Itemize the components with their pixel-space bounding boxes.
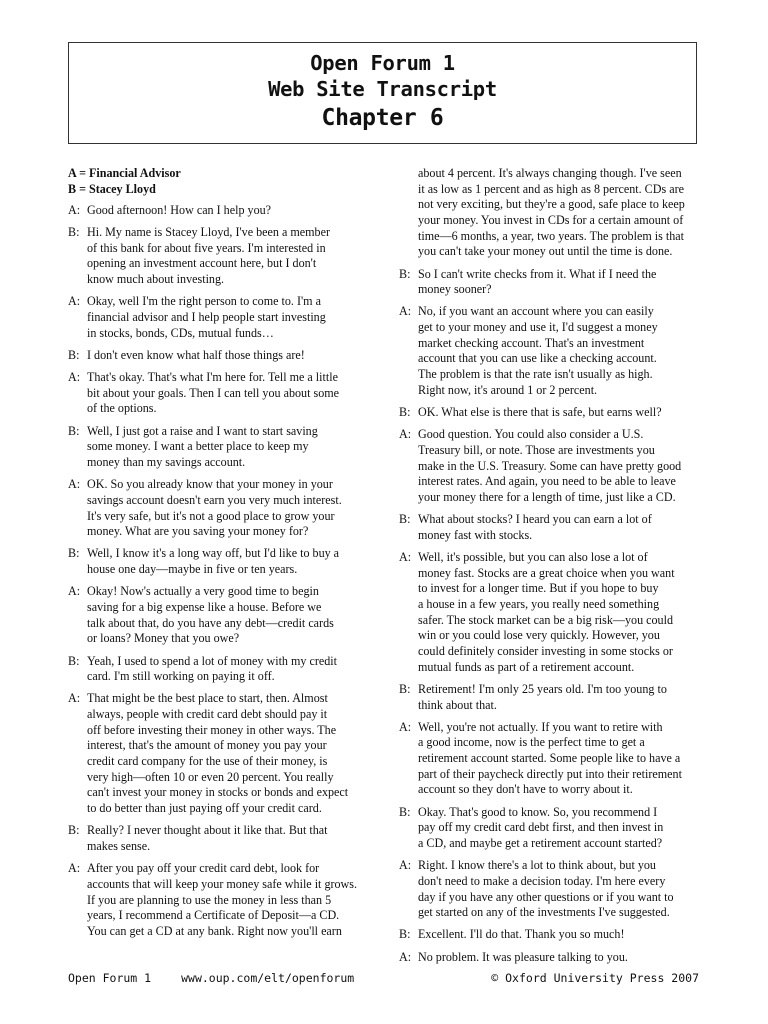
dialogue-turn bbox=[399, 304, 699, 398]
dialogue-line: market checking account. That's an investment bbox=[418, 335, 645, 350]
speaker-label: A: bbox=[399, 949, 412, 964]
speaker-label: A: bbox=[68, 477, 81, 492]
speaker-label: A: bbox=[399, 304, 412, 319]
speaker-label: B: bbox=[68, 423, 80, 438]
dialogue-line: in stocks, bonds, CDs, mutual funds… bbox=[87, 325, 274, 340]
speaker-label: A: bbox=[68, 584, 81, 599]
dialogue-line: OK. What else is there that is safe, but earns well? bbox=[418, 404, 662, 419]
dialogue-line: accounts that will keep your money safe while it grows. bbox=[87, 876, 358, 891]
speaker-label: A: bbox=[399, 719, 412, 734]
dialogue-line: get to your money and use it, I'd suggest a money bbox=[418, 320, 658, 335]
dialogue-line: retirement account started. Some people like to have a bbox=[418, 751, 681, 766]
dialogue-line: money sooner? bbox=[418, 282, 492, 297]
speaker-label: A: bbox=[399, 550, 412, 564]
footer-left bbox=[68, 971, 354, 985]
left-column bbox=[68, 166, 374, 946]
footer-book: Open Forum 1 bbox=[68, 971, 152, 985]
dialogue-line: can't invest your money in stocks or bonds and expect bbox=[87, 785, 349, 800]
dialogue-line: a CD, and maybe get a retirement account started? bbox=[418, 835, 663, 850]
dialogue-turn bbox=[399, 927, 699, 943]
dialogue-line: a house in a few years, you really need something bbox=[418, 596, 660, 611]
dialogue-line: money fast with stocks. bbox=[418, 527, 533, 542]
dialogue-line: safer. The stock market can be a big risk—you could bbox=[418, 612, 674, 627]
dialogue-line: money than my savings account. bbox=[87, 454, 246, 469]
dialogue-line: I don't even know what half those things are! bbox=[87, 347, 305, 362]
dialogue-line: That might be the best place to start, then. Almost bbox=[87, 691, 328, 706]
dialogue-line: not very exciting, but they're a good, safe place to keep bbox=[418, 197, 685, 212]
speaker-label: B: bbox=[68, 653, 80, 668]
dialogue-line: money. What are you saving your money for? bbox=[87, 524, 309, 539]
document-subtitle: Web Site Transcript bbox=[268, 77, 497, 101]
dialogue-line: get started on any of the investments I've suggested. bbox=[418, 905, 670, 920]
dialogue-line: account so they don't have to worry about it. bbox=[418, 782, 633, 797]
dialogue-line: to do better than just paying off your credit card. bbox=[87, 801, 322, 816]
dialogue-line: your money. You invest in CDs for a certain amount of bbox=[418, 212, 684, 227]
footer-url[interactable]: www.oup.com/elt/openforum bbox=[181, 971, 355, 985]
speaker-label: A: bbox=[68, 294, 81, 309]
dialogue-line: You can get a CD at any bank. Right now you'll earn bbox=[87, 923, 342, 938]
dialogue-line: Treasury bill, or note. Those are investments you bbox=[418, 442, 655, 457]
dialogue-line: off before investing their money in other ways. The bbox=[87, 722, 337, 737]
speaker-legend bbox=[68, 166, 374, 197]
dialogue-line: credit card company for the use of their money, is bbox=[87, 754, 328, 769]
dialogue-line: account that you can use like a checking account. bbox=[418, 351, 657, 366]
legend-line: A = Financial Advisor bbox=[68, 166, 181, 180]
dialogue-line: If you are planning to use the money in less than 5 bbox=[87, 892, 332, 907]
dialogue-turn bbox=[399, 682, 699, 713]
dialogue-turn bbox=[68, 691, 374, 816]
dialogue-turn bbox=[399, 858, 699, 921]
dialogue-line: of the options. bbox=[87, 401, 157, 416]
dialogue-line: day if you have any other questions or if you want to bbox=[418, 889, 674, 904]
dialogue-line: No problem. It was pleasure talking to you. bbox=[418, 949, 628, 964]
dialogue-line: That's okay. That's what I'm here for. Tell me a little bbox=[87, 370, 338, 385]
speaker-label: B: bbox=[399, 681, 411, 696]
speaker-label: B: bbox=[68, 823, 80, 838]
dialogue-turn bbox=[68, 823, 374, 854]
dialogue-line: Really? I never thought about it like that. But that bbox=[87, 823, 328, 838]
dialogue-line: make in the U.S. Treasury. Some can have pretty good bbox=[418, 458, 682, 473]
legend-line: B = Stacey Lloyd bbox=[68, 181, 156, 196]
dialogue-line: OK. So you already know that your money in your bbox=[87, 477, 333, 492]
dialogue-line: Okay. That's good to know. So, you recommend I bbox=[418, 804, 658, 819]
dialogue-line: think about that. bbox=[418, 697, 497, 712]
dialogue-line: it as low as 1 percent and as high as 8 percent. CDs are bbox=[418, 181, 684, 196]
dialogue-line: of this bank for about five years. I'm interested in bbox=[87, 240, 326, 255]
dialogue-turn bbox=[68, 294, 374, 341]
dialogue-turn bbox=[399, 427, 699, 505]
dialogue-turn bbox=[399, 512, 699, 543]
speaker-label: B: bbox=[68, 347, 80, 362]
dialogue-line: you can't take your money out until the time is done. bbox=[418, 244, 673, 259]
speaker-label: B: bbox=[399, 266, 411, 281]
chapter-title: Chapter 6 bbox=[321, 105, 444, 131]
dialogue-line: Okay, well I'm the right person to come to. I'm a bbox=[87, 294, 321, 309]
dialogue-turn bbox=[68, 546, 374, 577]
dialogue-line: card. I'm still working on paying it off. bbox=[87, 669, 275, 684]
dialogue-turn bbox=[399, 805, 699, 852]
dialogue-line: part of their paycheck directly put into their retirement bbox=[418, 766, 682, 781]
dialogue-turn bbox=[399, 550, 699, 675]
dialogue-line: So I can't write checks from it. What if I need the bbox=[418, 266, 657, 281]
dialogue-turn bbox=[399, 166, 699, 260]
speaker-label: B: bbox=[399, 927, 411, 942]
speaker-label: B: bbox=[399, 512, 411, 527]
speaker-label: A: bbox=[68, 691, 81, 706]
dialogue-line: No, if you want an account where you can easily bbox=[418, 304, 654, 319]
dialogue-turn bbox=[68, 225, 374, 288]
dialogue-line: bit about your goals. Then I can tell you about some bbox=[87, 385, 340, 400]
speaker-label: B: bbox=[399, 404, 411, 419]
dialogue-line: Well, I know it's a long way off, but I'd like to buy a bbox=[87, 546, 340, 561]
dialogue-line: Retirement! I'm only 25 years old. I'm too young to bbox=[418, 681, 667, 696]
dialogue-turn bbox=[68, 477, 374, 540]
dialogue-line: Well, I just got a raise and I want to start saving bbox=[87, 423, 318, 438]
dialogue-turn bbox=[68, 203, 374, 219]
dialogue-line: Okay! Now's actually a very good time to begin bbox=[87, 584, 319, 599]
dialogue-line: Right. I know there's a lot to think about, but you bbox=[418, 858, 656, 873]
dialogue-line: house one day—maybe in five or ten years. bbox=[87, 562, 298, 577]
dialogue-line: some money. I want a better place to keep my bbox=[87, 439, 309, 454]
dialogue-line: saving for a big expense like a house. Before we bbox=[87, 600, 322, 614]
dialogue-turn bbox=[68, 861, 374, 939]
dialogue-line: Good question. You could also consider a U.S. bbox=[418, 427, 644, 442]
dialogue-line: makes sense. bbox=[87, 838, 151, 853]
speaker-label: A: bbox=[68, 370, 81, 385]
dialogue-turn bbox=[68, 424, 374, 471]
dialogue-line: Well, you're not actually. If you want to retire with bbox=[418, 719, 663, 734]
dialogue-line: about 4 percent. It's always changing though. I've seen bbox=[418, 166, 682, 180]
dialogue-line: savings account doesn't earn you very much interest. bbox=[87, 492, 342, 507]
dialogue-turn bbox=[399, 950, 699, 966]
dialogue-line: What about stocks? I heard you can earn a lot of bbox=[418, 512, 652, 527]
dialogue-turn bbox=[399, 405, 699, 421]
speaker-label: B: bbox=[68, 225, 80, 240]
dialogue-line: your money there for a length of time, just like a CD. bbox=[418, 489, 676, 504]
dialogue-line: or loans? Money that you owe? bbox=[87, 631, 240, 646]
speaker-label: A: bbox=[399, 858, 412, 873]
dialogue-line: talk about that, do you have any debt—credit cards bbox=[87, 615, 334, 630]
right-column bbox=[399, 166, 699, 972]
speaker-label: A: bbox=[399, 427, 412, 442]
dialogue-line: time—6 months, a year, two years. The problem is that bbox=[418, 228, 684, 243]
dialogue-line: Well, it's possible, but you can also lose a lot of bbox=[418, 550, 648, 564]
dialogue-line: years, I recommend a Certificate of Deposit—a CD. bbox=[87, 908, 340, 923]
speaker-label: B: bbox=[68, 546, 80, 561]
speaker-label: B: bbox=[399, 804, 411, 819]
dialogue-turn bbox=[399, 720, 699, 798]
dialogue-turn bbox=[68, 584, 374, 647]
dialogue-line: don't need to make a decision today. I'm here every bbox=[418, 873, 666, 888]
dialogue-line: pay off my credit card debt first, and then invest in bbox=[418, 820, 664, 835]
dialogue-line: After you pay off your credit card debt, look for bbox=[87, 861, 320, 876]
dialogue-line: interest, that's the amount of money you pay your bbox=[87, 738, 327, 753]
dialogue-line: The problem is that the rate isn't usually as high. bbox=[418, 367, 653, 382]
dialogue-turn bbox=[68, 654, 374, 685]
dialogue-turn bbox=[68, 348, 374, 364]
dialogue-line: know much about investing. bbox=[87, 272, 225, 287]
dialogue-line: mutual funds as part of a retirement account. bbox=[418, 659, 635, 674]
dialogue-turn bbox=[399, 267, 699, 298]
dialogue-line: to invest for a longer time. But if you hope to buy bbox=[418, 581, 659, 596]
dialogue-line: Excellent. I'll do that. Thank you so much! bbox=[418, 927, 625, 942]
dialogue-line: always, people with credit card debt should pay it bbox=[87, 707, 328, 722]
dialogue-line: a good income, now is the perfect time to get a bbox=[418, 735, 645, 750]
dialogue-line: It's very safe, but it's not a good place to grow your bbox=[87, 508, 335, 523]
speaker-label: A: bbox=[68, 861, 81, 876]
dialogue-line: Good afternoon! How can I help you? bbox=[87, 202, 272, 217]
dialogue-line: Yeah, I used to spend a lot of money with my credit bbox=[87, 653, 338, 668]
dialogue-line: financial advisor and I help people start investing bbox=[87, 309, 326, 324]
dialogue-line: opening an investment account here, but I don't bbox=[87, 256, 317, 271]
dialogue-line: interest rates. And again, you need to be able to leave bbox=[418, 474, 676, 489]
dialogue-turn bbox=[68, 370, 374, 417]
dialogue-line: Right now, it's around 1 or 2 percent. bbox=[418, 382, 598, 397]
book-title: Open Forum 1 bbox=[310, 51, 455, 75]
title-box bbox=[68, 42, 697, 144]
speaker-label: A: bbox=[68, 202, 81, 217]
dialogue-line: win or you could lose very quickly. However, you bbox=[418, 628, 660, 643]
dialogue-line: Hi. My name is Stacey Lloyd, I've been a member bbox=[87, 225, 330, 240]
dialogue-line: could definitely consider investing in some stocks or bbox=[418, 643, 673, 658]
dialogue-line: money fast. Stocks are a great choice when you want bbox=[418, 565, 675, 580]
dialogue-line: very high—often 10 or even 20 percent. You really bbox=[87, 769, 334, 784]
footer-copyright: © Oxford University Press 2007 bbox=[491, 971, 699, 985]
